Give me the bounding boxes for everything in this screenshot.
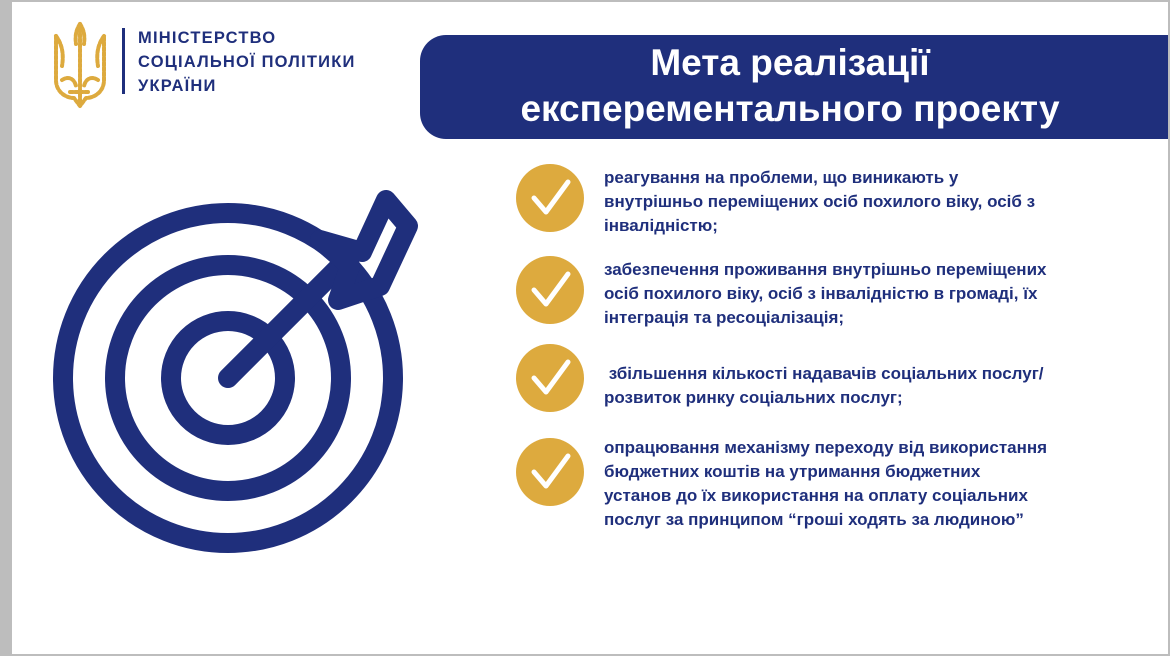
checkmark-icon <box>516 164 584 232</box>
ministry-line: МІНІСТЕРСТВО <box>138 29 277 47</box>
goal-line: осіб похилого віку, осіб з інвалідністю в громаді, їх <box>604 284 1038 303</box>
goal-text <box>604 166 1164 238</box>
trident-emblem-icon <box>48 20 112 110</box>
logo-divider <box>122 28 125 94</box>
ministry-line: УКРАЇНИ <box>138 77 217 95</box>
goal-line: інтеграція та ресоціалізація; <box>604 308 845 327</box>
goals-list <box>516 162 1156 562</box>
goal-line: внутрішньо переміщених осіб похилого віку, осіб з <box>604 192 1036 211</box>
goal-line: збільшення кількості надавачів соціальних послуг/ <box>604 364 1044 383</box>
goal-line: розвиток ринку соціальних послуг; <box>604 388 903 407</box>
title-line: Мета реалізації <box>650 42 930 83</box>
goal-text <box>604 436 1164 532</box>
slide <box>12 2 1168 654</box>
goal-line: забезпечення проживання внутрішньо переміщених <box>604 260 1047 279</box>
ministry-line: СОЦІАЛЬНОЇ ПОЛІТИКИ <box>138 53 356 71</box>
goal-line: установ до їх використання на оплату соціальних <box>604 486 1028 505</box>
goal-line: опрацювання механізму переходу від використання <box>604 438 1048 457</box>
goal-line: бюджетних коштів на утримання бюджетних <box>604 462 981 481</box>
goal-line: реагування на проблеми, що виникають у <box>604 168 959 187</box>
goal-text <box>604 258 1164 330</box>
target-with-arrow-icon <box>52 182 452 582</box>
checkmark-icon <box>516 344 584 412</box>
checkmark-icon <box>516 256 584 324</box>
ministry-name <box>138 26 356 98</box>
goal-line: інвалідністю; <box>604 216 718 235</box>
goal-text <box>604 362 1164 410</box>
page-title <box>420 40 1160 132</box>
goal-line: послуг за принципом “гроші ходять за людиною” <box>604 510 1024 529</box>
title-line: експерементального проекту <box>520 88 1060 129</box>
checkmark-icon <box>516 438 584 506</box>
